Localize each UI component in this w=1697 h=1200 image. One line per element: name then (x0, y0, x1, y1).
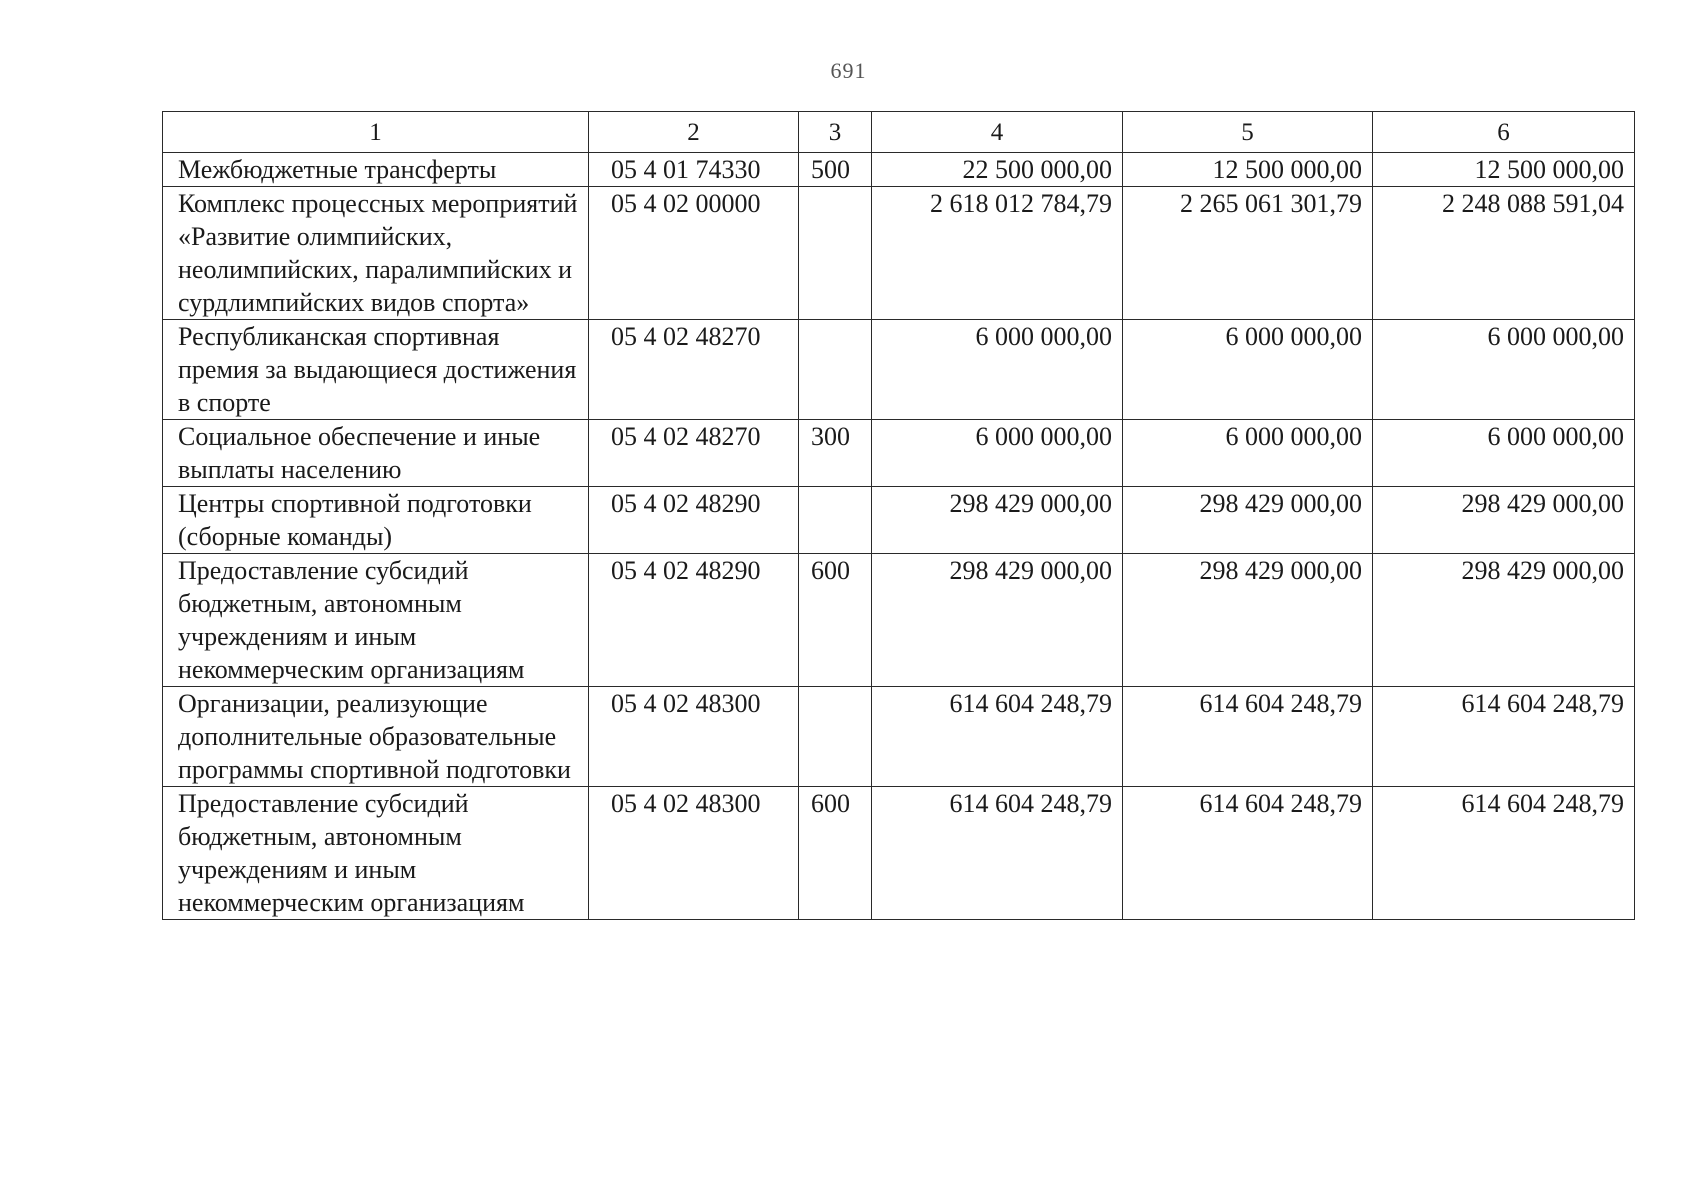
row-code: 05 4 02 48290 (589, 487, 799, 554)
row-value-4: 614 604 248,79 (872, 687, 1123, 787)
column-header: 4 (872, 112, 1123, 153)
row-code: 05 4 02 00000 (589, 187, 799, 320)
row-value-4: 6 000 000,00 (872, 420, 1123, 487)
table-row (163, 554, 1635, 687)
row-code: 05 4 02 48290 (589, 554, 799, 687)
row-value-5: 6 000 000,00 (1123, 420, 1373, 487)
row-code: 05 4 02 48270 (589, 420, 799, 487)
row-type: 500 (799, 153, 872, 187)
table-row (163, 420, 1635, 487)
row-value-5: 12 500 000,00 (1123, 153, 1373, 187)
column-header: 3 (799, 112, 872, 153)
row-value-4: 6 000 000,00 (872, 320, 1123, 420)
row-value-6: 298 429 000,00 (1373, 487, 1635, 554)
row-type (799, 487, 872, 554)
row-value-5: 2 265 061 301,79 (1123, 187, 1373, 320)
table-row (163, 187, 1635, 320)
row-name: Межбюджетные трансферты (163, 153, 589, 187)
row-value-4: 298 429 000,00 (872, 487, 1123, 554)
row-name: Организации, реализующие дополнительные образовательные программы спортивной подготовки (163, 687, 589, 787)
table-row (163, 487, 1635, 554)
row-value-5: 614 604 248,79 (1123, 687, 1373, 787)
row-name: Республиканская спортивная премия за выдающиеся достижения в спорте (163, 320, 589, 420)
table-row (163, 320, 1635, 420)
budget-table (162, 111, 1635, 920)
row-value-4: 298 429 000,00 (872, 554, 1123, 687)
column-header: 2 (589, 112, 799, 153)
table-row (163, 687, 1635, 787)
row-type: 600 (799, 554, 872, 687)
row-type: 600 (799, 787, 872, 920)
row-value-6: 6 000 000,00 (1373, 320, 1635, 420)
row-value-5: 298 429 000,00 (1123, 554, 1373, 687)
row-name: Предоставление субсидий бюджетным, автономным учреждениям и иным некоммерческим организациям (163, 554, 589, 687)
row-type (799, 187, 872, 320)
row-type: 300 (799, 420, 872, 487)
row-value-5: 298 429 000,00 (1123, 487, 1373, 554)
row-value-6: 298 429 000,00 (1373, 554, 1635, 687)
row-name: Центры спортивной подготовки (сборные команды) (163, 487, 589, 554)
row-value-6: 614 604 248,79 (1373, 687, 1635, 787)
table-row (163, 153, 1635, 187)
row-code: 05 4 01 74330 (589, 153, 799, 187)
row-type (799, 687, 872, 787)
row-name: Социальное обеспечение и иные выплаты населению (163, 420, 589, 487)
row-value-6: 12 500 000,00 (1373, 153, 1635, 187)
row-value-5: 614 604 248,79 (1123, 787, 1373, 920)
row-value-4: 2 618 012 784,79 (872, 187, 1123, 320)
column-header: 5 (1123, 112, 1373, 153)
table-header-row (163, 112, 1635, 153)
row-name: Предоставление субсидий бюджетным, автономным учреждениям и иным некоммерческим организациям (163, 787, 589, 920)
row-type (799, 320, 872, 420)
row-value-6: 2 248 088 591,04 (1373, 187, 1635, 320)
table-row (163, 787, 1635, 920)
row-code: 05 4 02 48300 (589, 787, 799, 920)
row-code: 05 4 02 48300 (589, 687, 799, 787)
row-value-4: 614 604 248,79 (872, 787, 1123, 920)
row-code: 05 4 02 48270 (589, 320, 799, 420)
row-value-6: 6 000 000,00 (1373, 420, 1635, 487)
row-value-6: 614 604 248,79 (1373, 787, 1635, 920)
page-number: 691 (830, 58, 867, 83)
column-header: 1 (163, 112, 589, 153)
row-value-4: 22 500 000,00 (872, 153, 1123, 187)
row-value-5: 6 000 000,00 (1123, 320, 1373, 420)
column-header: 6 (1373, 112, 1635, 153)
row-name: Комплекс процессных мероприятий «Развитие олимпийских, неолимпийских, паралимпийских и сурдлимпийских видов спорта» (163, 187, 589, 320)
